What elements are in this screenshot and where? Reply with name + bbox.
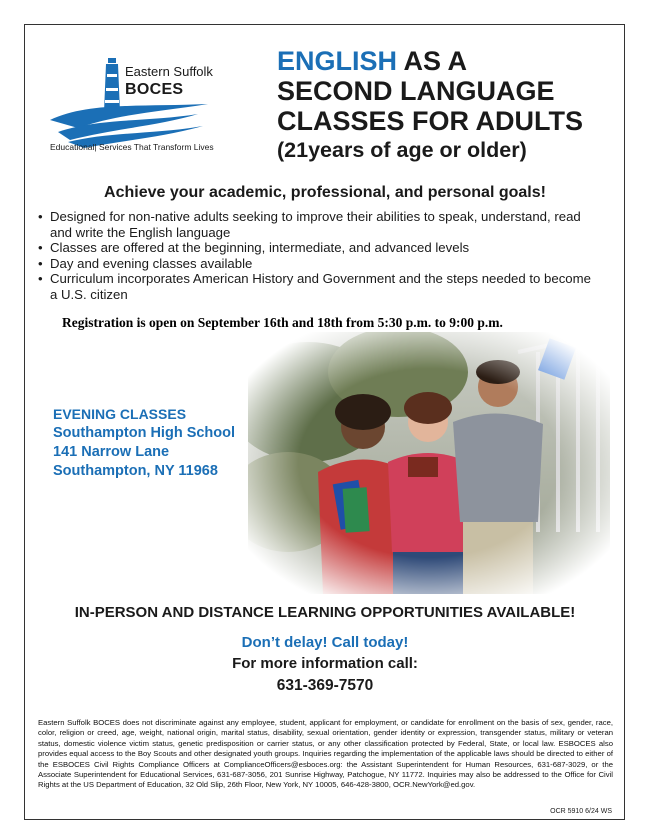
location-school: Southampton High School <box>53 425 236 441</box>
bullet-icon: • <box>38 255 43 271</box>
list-item: • Designed for non-native adults seeking to improve their abilities to speak, understand, read and write the English language <box>38 209 581 240</box>
phone-number: 631-369-7570 <box>276 677 374 694</box>
logo-tagline: Educational| Services That Transform Lives <box>50 142 214 152</box>
title-line2: SECOND LANGUAGE <box>277 76 555 106</box>
location-city: Southampton, NY 11968 <box>53 463 218 479</box>
registration-notice: Registration is open on September 16th and 18th from 5:30 p.m. to 9:00 p.m. <box>62 315 503 330</box>
logo-boces: BOCES <box>125 81 184 98</box>
title-age-requirement: (21years of age or older) <box>277 138 527 162</box>
feature-list <box>38 209 598 302</box>
form-code: OCR 5910 6/24 WS <box>550 808 612 815</box>
nondiscrimination-disclaimer: Eastern Suffolk BOCES does not discriminate against any employee, student, applicant for employment, or candidate for enrollment on the basis of sex, gender, race, color, religion or creed, age, weight, national origin, marital status, disability, sexual orientation, gender identity or expression, transgender status, military or veteran status, domestic violence victim status, genetic predisposition or carrier status, or any other classification protected by Federal, State, or local law. ESBOCES also provides equal access to the Boy Scouts and other designated youth groups. Inquiries regarding the implementation of the applicable laws should be directed to either of the ESBOCES Civil Rights Compliance Officers at ComplianceOfficers@esboces.org: the Assistant Superintendent for Human Resources, 631-687-3029, or the Associate Superintendent for Educational Services, 631-687-3056, 201 Sunrise Highway, Patchogue, NY 11772. Inquiries may also be addressed to the Office for Civil Rights at the US Department of Education, 32 Old Slip, 26th Floor, New York, NY 10005, 646-428-3800, OCR.NewYork@ed.gov. <box>38 718 613 790</box>
title-line1-rest: AS A <box>397 46 468 76</box>
bullet-icon: • <box>38 240 43 255</box>
bullet-icon: • <box>38 209 43 224</box>
goals-heading: Achieve your academic, professional, and personal goals! <box>104 184 546 201</box>
students-photo <box>248 332 610 594</box>
opportunities-banner: IN-PERSON AND DISTANCE LEARNING OPPORTUNITIES AVAILABLE! <box>74 604 576 621</box>
bullet-icon: • <box>38 271 43 286</box>
list-item: • Classes are offered at the beginning, intermediate, and advanced levels <box>38 240 470 255</box>
location-heading: EVENING CLASSES <box>53 406 187 422</box>
list-item: • Curriculum incorporates American History and Government and the steps needed to become a U.S. citizen <box>38 271 591 302</box>
title-accent: ENGLISH <box>277 46 398 76</box>
more-info-label: For more information call: <box>232 655 418 672</box>
class-location <box>53 405 235 481</box>
location-street: 141 Narrow Lane <box>53 444 170 460</box>
title-line3: CLASSES FOR ADULTS <box>277 106 584 136</box>
list-item: • Day and evening classes available <box>38 255 253 271</box>
logo-org-name: Eastern Suffolk <box>125 64 213 79</box>
page-title <box>277 46 583 136</box>
call-to-action: Don’t delay! Call today! <box>241 634 409 651</box>
